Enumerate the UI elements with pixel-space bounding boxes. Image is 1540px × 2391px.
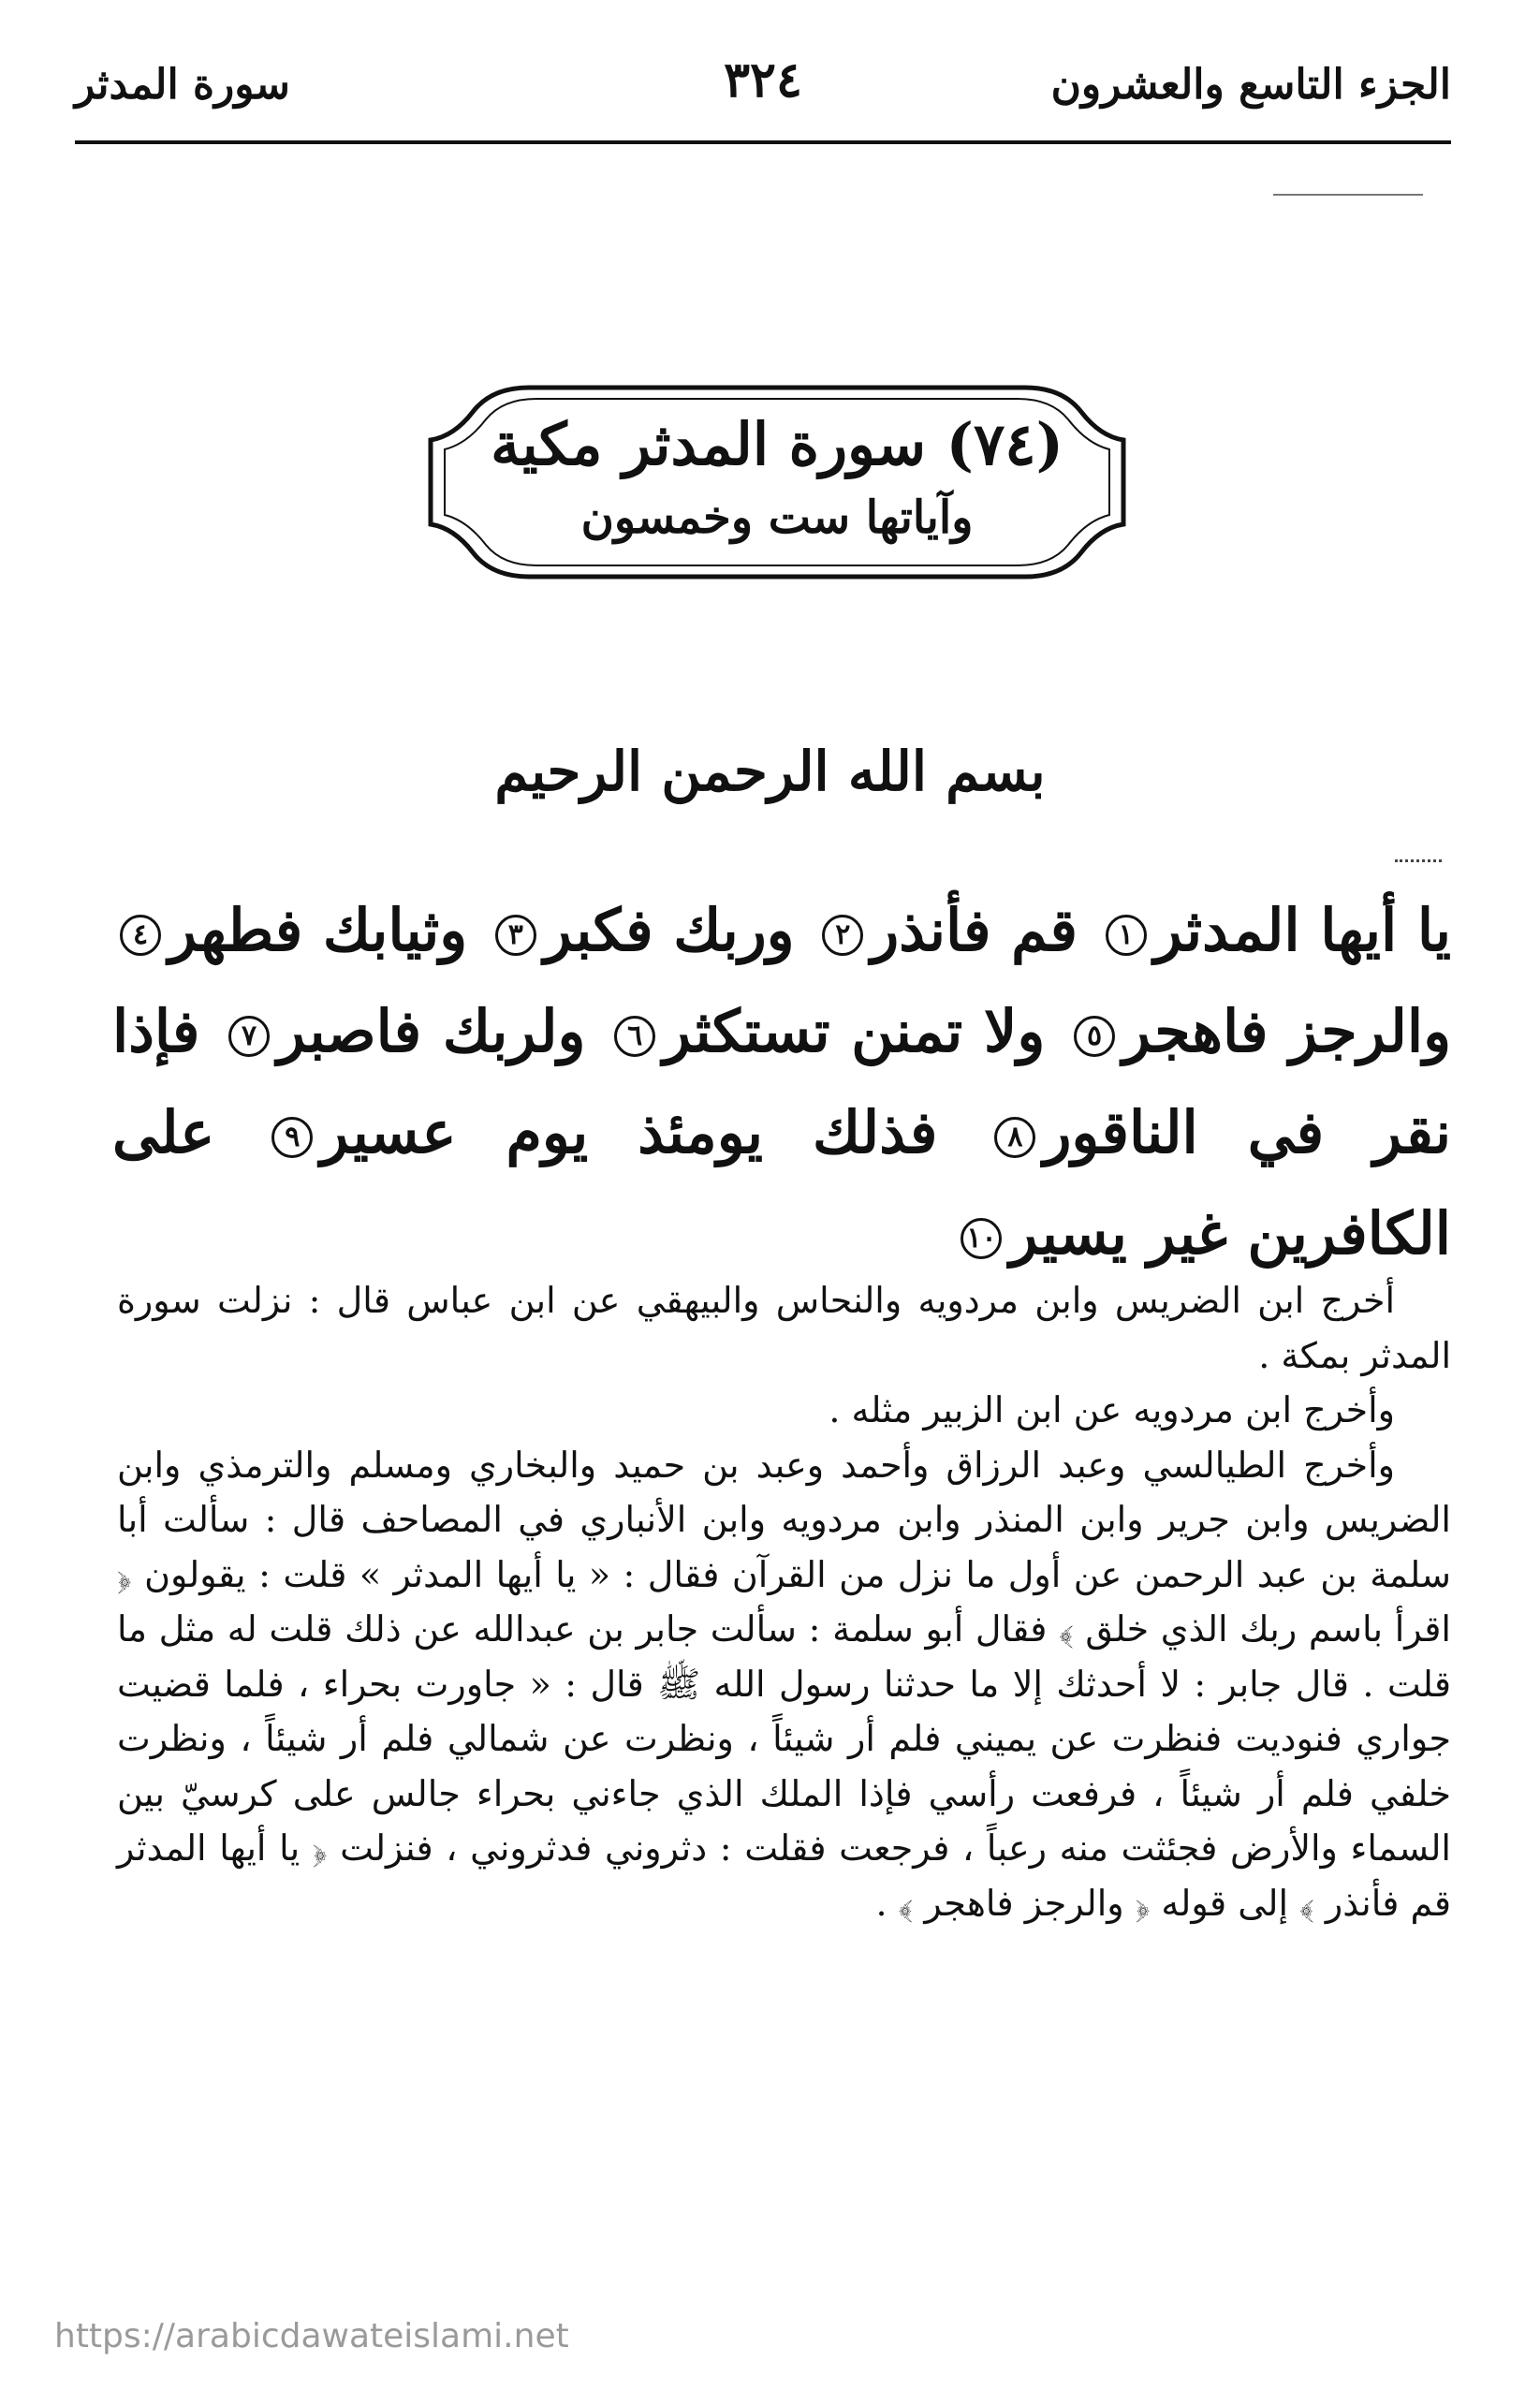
ayah-number-marker: ٦ (614, 1016, 655, 1057)
ayah (1066, 997, 1451, 1065)
ayah-text: فذلك يومئذ يوم عسير (320, 1098, 938, 1166)
ayah-count: وآياتها ست وخمسون (580, 491, 974, 544)
commentary-paragraph: وأخرج ابن مردويه عن ابن الزبير مثله . (829, 1389, 1395, 1430)
surah-name-header: سورة المدثر (75, 61, 290, 109)
ayah-text: على الكافرين غير يسير (112, 1098, 1451, 1268)
ayah-number-marker: ٤ (120, 915, 161, 956)
commentary-text (117, 1273, 1451, 1930)
commentary-paragraph: وأخرج الطيالسي وعبد الرزاق وأحمد وعبد بن حميد والبخاري ومسلم والترمذي وابن الضريس وابن جرير وابن المنذر وابن مردويه وابن الأنباري في المصاحف قال : سألت أبا سلمة بن عبد الرحمن عن أول ما نزل من القرآن فقال : « يا أيها المدثر » قلت : يقولون ﴿ اقرأ باسم ربك الذي خلق ﴾ فقال أبو سلمة : سألت جابر بن عبدالله عن ذلك قلت له مثل ما قلت . قال جابر : لا أحدثك إلا ما حدثنا رسول الله ﷺ قال : « جاورت بحراء ، فلما قضيت جواري فنوديت فنظرت عن يميني فلم أر شيئاً ، ونظرت عن شمالي فلم أر شيئاً ، ونظرت خلفي فلم أر شيئاً ، فرفعت رأسي فإذا الملك الذي جاءني بحراء جالس على كرسيّ بين السماء والأرض فجئثت منه رعباً ، فرجعت فقلت : دثروني فدثروني ، فنزلت ﴿ يا أيها المدثر قم فأنذر ﴾ إلى قوله ﴿ والرجز فاهجر ﴾ . (117, 1444, 1451, 1924)
ayah-text: ولا تمنن تستكثر (663, 997, 1046, 1065)
ayah-number-marker: ٣ (495, 915, 536, 956)
ayah-number-marker: ٥ (1074, 1016, 1115, 1057)
ayah-number-marker: ١٠ (961, 1218, 1002, 1259)
ayah (221, 997, 585, 1065)
ayah-number-marker: ١ (1106, 915, 1147, 956)
ayah-number-marker: ٧ (228, 1016, 270, 1057)
page-header (75, 51, 1451, 126)
ayah-text: والرجز فاهجر (1122, 997, 1452, 1065)
ayah-text: ولربك فاصبر (277, 997, 586, 1065)
commentary-paragraph: أخرج ابن الضريس وابن مردويه والنحاس والبيهقي عن ابن عباس قال : نزلت سورة المدثر بمكة . (117, 1280, 1451, 1376)
basmala: بسم الله الرحمن الرحيم (494, 740, 1046, 803)
decorative-dots (1395, 859, 1442, 862)
ayah (1098, 896, 1451, 964)
ayah (264, 1098, 937, 1166)
ayah-text: يا أيها المدثر (1153, 896, 1451, 964)
ayah-number-marker: ٨ (994, 1117, 1035, 1158)
ayah (112, 896, 467, 964)
ayah-text: قم فأنذر (871, 896, 1078, 964)
page-number: ٣٢٤ (724, 51, 802, 109)
ayah-text: فإذا نقر في الناقور (112, 997, 1451, 1166)
ayah-text: وثيابك فطهر (169, 896, 468, 964)
source-watermark: https://arabicdawateislami.net (54, 2317, 569, 2355)
ayah-number-marker: ٩ (271, 1117, 313, 1158)
quran-text (112, 880, 1451, 1284)
ayah (488, 896, 795, 964)
small-divider (1273, 194, 1423, 196)
ayah (607, 997, 1045, 1065)
surah-title: (٧٤) سورة المدثر مكية (491, 410, 1063, 478)
ayah-number-marker: ٢ (822, 915, 863, 956)
cartouche-frame (426, 374, 1128, 590)
ayah (814, 896, 1078, 964)
ayah-text: وربك فكبر (543, 896, 795, 964)
surah-title-cartouche (426, 374, 1128, 590)
header-divider (75, 140, 1451, 144)
juz-label: الجزء التاسع والعشرون (1050, 61, 1451, 109)
